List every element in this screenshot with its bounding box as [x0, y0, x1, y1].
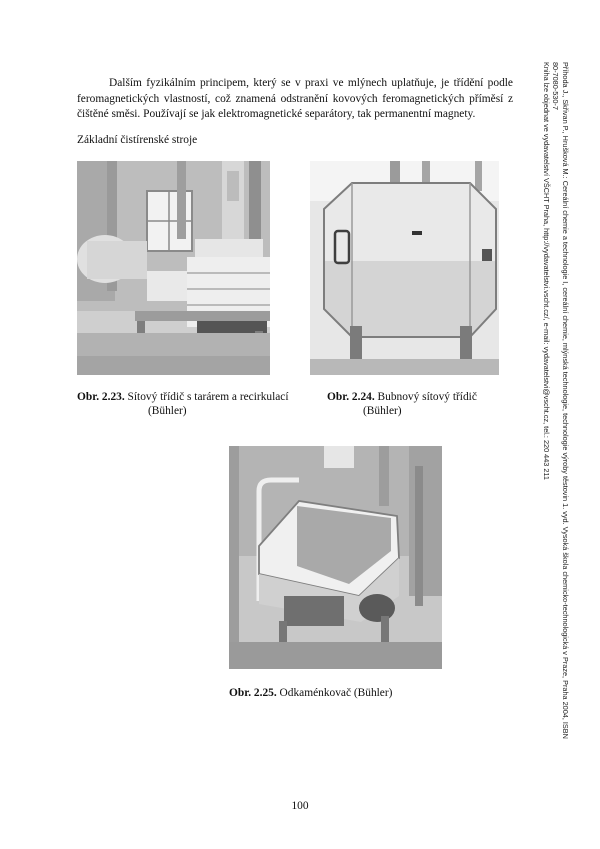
- figure-maker: (Bühler): [363, 405, 402, 417]
- figure-maker: (Bühler): [148, 405, 187, 417]
- section-heading: Základní čistírenské stroje: [77, 134, 198, 146]
- photo-drum-sorter: [310, 161, 499, 375]
- figure-title: Sítový třídič s tarárem a recirkulací: [124, 391, 289, 403]
- figure-caption-2-24: [327, 390, 517, 418]
- figure-title: Odkaménkovač (Bühler): [276, 687, 393, 699]
- figure-number: Obr. 2.25.: [229, 687, 277, 699]
- figure-caption-2-23: [77, 390, 302, 418]
- figure-caption-2-25: [229, 686, 469, 700]
- side-note-line-1: Příhoda J., Skřivan P., Hrušková M.: Cereální chemie a technologie I, cereální chemie, mlýnská technologie, technologie výroby těstovin 1. vyd. Vysoká škola chemicko-technologická v Praze, Praha 2004, ISBN: [561, 62, 570, 739]
- body-paragraph-text: Dalším fyzikálním principem, který se v praxi ve mlýnech uplatňuje, je třídění podle feromagnetických vlastností, což znamená odstranění kovových feromagnetických příměsí z čištěné směsi. Používají se jak elektromagnetické separátory, tak permanentní magnety.: [77, 77, 513, 120]
- side-note-line-2: 80-7080-530-7: [551, 62, 561, 110]
- side-note-line-3: Kniha lze objednat ve vydavatelství VŠCHT Praha, http://vydavatelstvi.vscht.cz/, e-mail: vydavatelstvi@vscht.cz, tel.: 220 443 211: [542, 62, 551, 480]
- figure-title: Bubnový sítový třídič: [374, 391, 477, 403]
- body-paragraph: [77, 76, 513, 123]
- photo-destoner: [229, 446, 442, 669]
- figure-number: Obr. 2.23.: [77, 391, 125, 403]
- photo-sieve-sorter: [77, 161, 270, 375]
- page-number: 100: [291, 800, 309, 812]
- copyright-side-note: [542, 62, 570, 812]
- figure-number: Obr. 2.24.: [327, 391, 375, 403]
